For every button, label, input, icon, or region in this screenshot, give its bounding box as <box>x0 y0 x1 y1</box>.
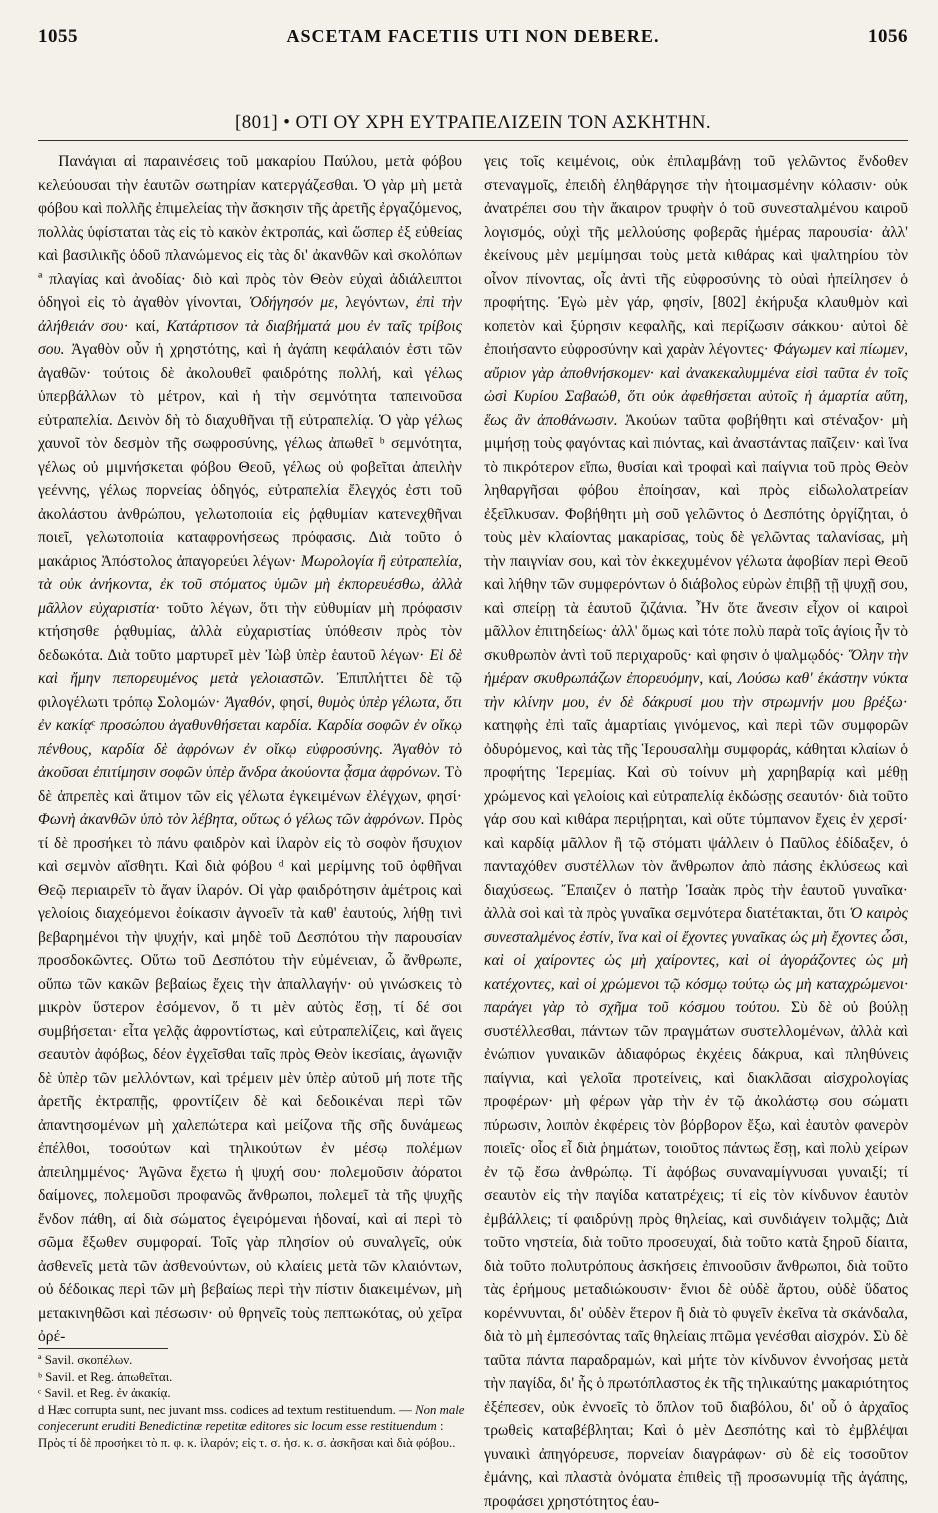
running-head <box>38 26 908 60</box>
left-paragraph: Πανάγιαι αἱ παραινέσεις τοῦ μακαρίου Παύλου, μετὰ φόβου κελεύουσαι τὴν ἑαυτῶν σωτηρίαν κατεργάζεσθαι. Ὁ γὰρ μὴ μετὰ φόβου καὶ πολλῆς ἐπιμελείας τὴν ἄσκησιν τῆς ἀρετῆς ἐργαζόμενος, πολλὰς ὑφίσταται τὰς εἰς τὸ κακὸν ἐκτροπάς, καὶ ὥσπερ ἐξ εὐθείας καὶ βασιλικῆς ὁδοῦ πλανώμενος εἰς τὰς δι' ἀκανθῶν καὶ σκολόπων ª πλαγίας καὶ ἀνοδίας· διὸ καὶ πρὸς τὸν Θεὸν εὐχαὶ ἀδιάλειπτοι ὁδηγοὶ εἰς τὸ ἀγαθὸν γίνονται, Ὁδήγησόν με, λεγόντων, ἐπὶ τὴν ἀλήθειάν σου· καί, Κατάρτισον τὰ διαβήματά μου ἐν ταῖς τρίβοις σου. Ἀγαθὸν οὖν ἡ χρηστότης, καὶ ἡ ἀγάπη κεφάλαιόν ἐστι τῶν ἀγαθῶν· τούτοις δὲ ἀκολουθεῖ φαιδρότης πολλή, καὶ γέλως ὑπερβάλλων τὸ μέτρον, καὶ ἡ τὴν σεμνότητα ταπεινοῦσα εὐτραπελία. Δεινὸν δὴ τὸ διαχυθῆναι τῇ εὐτραπελίᾳ. Ὁ γὰρ γέλως χαυνοῖ τὸν δεσμὸν τῆς σωφροσύνης, γέλως ἀπωθεῖ ᵇ σεμνότητα, γέλως οὐ μιμνήσκεται φόβου Θεοῦ, γέλως οὐ φοβεῖται ἀπειλὴν γεέννης, γέλως πορνείας ὁδηγός, εὐτραπελία ἔλεγχός ἐστι τοῦ ἀκολάστου ἀνθρώπου, γελωτοποιία εἰς ῥᾳθυμίαν κατενεχθῆναι ποιεῖ, γελωτοποιία καταφρονήσεως πρόφασις. Διὰ τοῦτο ὁ μακάριος Ἀπόστολος ἀπαγορεύει λέγων· Μωρολογία ἢ εὐτραπελία, τὰ οὐκ ἀνήκοντα, ἐκ τοῦ στόματος ὑμῶν μὴ ἐκπορευέσθω, ἀλλὰ μᾶλλον εὐχαριστία· τοῦτο λέγων, ὅτι τὴν εὐθυμίαν μὴ πρόφασιν κτήσησθε ῥᾳθυμίας, ἀλλὰ εὐχαριστίας ὑπόθεσιν πρὸς τὸν δεδωκότα. Διὰ τοῦτο μαρτυρεῖ μὲν Ἰὼβ ὑπὲρ ἑαυτοῦ λέγων· Εἰ δὲ καὶ ἤμην πεπορευμένος μετὰ γελοιαστῶν. Ἐπιπλήττει δὲ τῷ φιλογέλωτι τρόπῳ Σολομών· Ἀγαθόν, φησί, θυμὸς ὑπὲρ γέλωτα, ὅτι ἐν κακίᾳᶜ προσώπου ἀγαθυνθήσεται καρδία. Καρδία σοφῶν ἐν οἴκῳ πένθους, καρδία δὲ ἀφρόνων ἐν οἴκῳ εὐφροσύνης. Ἀγαθὸν τὸ ἀκοῦσαι ἐπιτίμησιν σοφῶν ὑπὲρ ἄνδρα ἀκούοντα ᾆσμα ἀφρόνων. Τὸ δὲ ἀπρεπὲς καὶ ἄτιμον τῶν εἰς γέλωτα ἐγκειμένων ἐλέγχων, φησί· Φωνὴ ἀκανθῶν ὑπὸ τὸν λέβητα, οὕτως ὁ γέλως τῶν ἀφρόνων. Πρὸς τί δὲ προσήκει τὸ πάνυ φαιδρὸν καὶ ἱλαρὸν εἰς τὸ σοφὸν ἥσυχιον καὶ σεμνὸν αἴσθητι. Καὶ διὰ φόβου ᵈ καὶ μερίμνης τοῦ ὀφθῆναι Θεῷ περιαιρεῖν τὸ ἄγαν ἱλαρόν. Οἱ γὰρ φαιδρότησιν ἀμέτροις καὶ γελοίοις διαχεόμενοι ἐοίκασιν ἀγνοεῖν τὰ καθ' ἑαυτούς, λήθῃ τινὶ βεβαρημένοι τὴν ψυχήν, καὶ μηδὲ τοῦ Δεσπότου τὴν παρουσίαν προσδοκῶντες. Οὕτω τοῦ Δεσπότου τὴν εὐμένειαν, ὦ ἄνθρωπε, οὕπω τῶν κακῶν βεβαίως ἔχεις τὴν ἀπαλλαγήν· οὐ γινώσκεις τὸ μικρὸν ὕστερον ἐσόμενον, ὅ τι μὲν αὐτὸς ἔσῃ, τί δέ σοι συμβήσεται· εἶτα γελᾷς ἀφροντίστως, καὶ εὐτραπελίζεις, καὶ ἄγεις σεαυτὸν ἀφόβως, δέον ἐγχεῖσθαι ταῖς πρὸς Θεὸν ἱκεσίαις, ἀγωνιᾷν δὲ ὑπὲρ τῶν μελλόντων, καὶ τρέμειν μὲν ὑπὲρ αὐτοῦ μή ποτε τῆς ἀρετῆς ἐκτραπῇς, φροντίζειν δὲ καὶ δεδοικέναι περὶ τῶν ἀπαντησομένων μὴ χαλεπώτερα καὶ μείζονα τῆς σῆς δυνάμεως ἐπέλθοι, τοσούτων καὶ τηλικούτων ἐν μέσῳ πολέμων ἀπειλημμένος· Ἀγῶνα ἔχετω ἡ ψυχή σου· πολεμοῦσιν ἀόρατοι δαίμονες, πολεμοῦσι προφανῶς ἄνθρωποι, πολεμεῖ τὰ τῆς ψυχῆς ἔνδον πάθη, αἱ διὰ σώματος ἐγειρόμεναι ἡδοναί, καὶ αἱ περὶ τὸ σῶμα ἔξωθεν συμφοραί. Τοῖς γὰρ πλησίον οὐ συναλγεῖς, οὐκ ἀσθενεῖς μετὰ τῶν ἀσθενούντων, οὐ κλαίεις μετὰ τῶν κλαιόντων, οὐ δέδοικας περὶ τῶν μὴ βεβαίως περὶ τὴν πίστιν διακειμένων, μὴ μετακινηθῶσι καὶ πέσωσιν· οὐ θρηνεῖς τοὺς πεπτωκότας, οὐ χεῖρα ὀρέ- <box>38 153 463 1345</box>
right-page-number: 1056 <box>868 26 908 47</box>
heading-rule <box>38 140 908 141</box>
left-column <box>38 150 462 1513</box>
footnotes <box>38 1348 466 1451</box>
footnote-a: ª Savil. σκοπέλων. <box>38 1353 133 1367</box>
footnote-rule <box>38 1348 168 1349</box>
footnote-c: ᶜ Savil. et Reg. ἐν ἀκακίᾳ. <box>38 1386 171 1400</box>
running-title: ASCETAM FACETIIS UTI NON DEBERE. <box>286 26 660 46</box>
right-paragraph: γεις τοῖς κειμένοις, οὐκ ἐπιλαμβάνῃ τοῦ γελῶντος ἔνδοθεν στεναγμοῖς, ἐπειδὴ ἐληθάργησε τὴν ἡτοιμασμένην κόλασιν· οὐκ ἀνατρέπει σου τὴν ἄκαιρον τρυφὴν ὁ τοῦ συνεσταλμένου καιροῦ λογισμός, οὐχὶ τῆς μελλούσης φοβερᾶς ἡμέρας παρουσία· ἀλλ' ἐκείνους μὲν μεμίμησαι τοὺς μετὰ κιθάρας καὶ ψαλτηρίου τὸν οἶνον πίνοντας, οἷς ἀντὶ τῆς εὐφροσύνης τὸ οὐαὶ ἠπείλησεν ὁ προφήτης. Ἐγὼ μὲν γάρ, φησίν, [802] ἐκήρυξα κλαυθμὸν καὶ κοπετὸν καὶ ξύρησιν κεφαλῆς, καὶ περίζωσιν σάκκου· αὐτοὶ δὲ ἐποιήσαντο εὐφροσύνην καὶ χαρὰν λέγοντες· Φάγωμεν καὶ πίωμεν, αὔριον γὰρ ἀποθνήσκομεν· καὶ ἀνακεκαλυμμένα εἰσὶ ταῦτα ἐν τοῖς ὠσὶ Κυρίου Σαβαώθ, ὅτι οὐκ ἀφεθήσεται αὐτοῖς ἡ ἁμαρτία αὕτη, ἕως ἂν ἀποθάνωσιν. Ἀκούων ταῦτα φοβήθητι καὶ στέναξον· μὴ μιμήσῃ τοὺς φαγόντας καὶ πιόντας, καὶ ἀναστάντας παῖζειν· καὶ ἵνα τὸ πικρότερον εἴπω, θυσίαι καὶ τροφαὶ καὶ παίγνια τοῦ πρὸς Θεὸν ληθαργῆσαι φόβου ἐποίησαν, καὶ πρὸς εἰδωλολατρείαν ἐξεῖλκυσαν. Φοβήθητι μὴ σοῦ γελῶντος ὁ Δεσπότης ὀργίζηται, ὁ τοὺς μὲν κλαίοντας μακαρίσας, τοὺς δὲ γελῶντας ταλανίσας, μὴ τὴν παιγνίαν σου, καὶ τὸν ἐκκεχυμένον γέλωτα ἀφοβίαν περὶ Θεοῦ καὶ λήθην τῶν συμφερόντων ὁ διάβολος εὑρὼν ἐπιβῇ τῇ ψυχῇ σου, καὶ σπείρῃ τὰ ἑαυτοῦ ζιζάνια. Ἦν ὅτε ἄνεσιν εἶχον οἱ καιροὶ μᾶλλον ἐπιτηδείως· ἀλλ' ὅμως καὶ τότε πολὺ παρὰ τοῖς ἁγίοις ἦν τὸ σκυθρωπὸν ἀντὶ τοῦ περιχαροῦς· καὶ φησιν ὁ ψαλμῳδός· Ὅλην τὴν ἡμέραν σκυθρωπάζων ἐπορευόμην, καί, Λούσω καθ' ἑκάστην νύκτα τὴν κλίνην μου, ἐν δὲ δάκρυσί μου τὴν στρωμνήν μου βρέξω· κατηφὴς ἐπὶ ταῖς ἁμαρτίαις γινόμενος, καὶ περὶ τῶν συμφορῶν ὀδυρόμενος, καὶ τὰς τῆς Ἱερουσαλὴμ συμφοράς, κάθηται κλαίων ὁ προφήτης Ἱερεμίας. Καὶ σὺ τοίνυν μὴ χαρηβαρίᾳ καὶ μέθῃ χρώμενος καὶ γελοίοις καὶ εὐτραπελίᾳ ἐκδώσῃς σεαυτόν· διὰ τοῦτο γάρ σου καὶ κιθάρα περιῄρηται, καὶ οὔτε τύμπανον ἔχεις ἐν χερσί· καὶ καρδίᾳ μᾶλλον ἢ τῷ στόματι ψάλλειν ὁ Παῦλος ἐδίδαξεν, ὁ πανταχόθεν συστέλλων τὸν ἄνθρωπον ἀπὸ πάσης ἐκλύσεως καὶ διαχύσεως. Ἔπαιζεν ὁ πατὴρ Ἰσαὰκ πρὸς τὴν ἑαυτοῦ γυναῖκα· ἀλλὰ σοὶ καὶ τὰ πρὸς γυναῖκα σεμνότερα διατέτακται, ὅτι Ὁ καιρὸς συνεσταλμένος ἐστίν, ἵνα καὶ οἱ ἔχοντες γυναῖκας ὡς μὴ ἔχοντες ὦσι, καὶ οἱ χαίροντες ὡς μὴ χαίροντες, καὶ οἱ ἀγοράζοντες ὡς μὴ κατέχοντες, καὶ οἱ χρώμενοι τῷ κόσμῳ τούτῳ ὡς μὴ καταχρώμενοι· παράγει γὰρ τὸ σχῆμα τοῦ κόσμου τούτου. Σὺ δὲ οὐ βούλῃ συστέλλεσθαι, πάντων τῶν πραγμάτων συστελλομένων, ἀλλὰ καὶ ἐνώπιον γυναικῶν ἀδιαφόρως ἐκχέεις δάκρυα, καὶ πληθύνεις παίγνια, καὶ γελοῖα προτείνεις, καὶ διακλᾶσαι αἰσχρολογίας προφέρων· μὴ φέρων γὰρ τὴν ἐν τῷ ἀκολάστῳ σου σώματι πύρωσιν, λοιπὸν ἐκφέρεις τὸν βόρβορον ἔξω, καὶ ἑαυτὸν φανερὸν ποιεῖς· οἷος εἶ διὰ ῥημάτων, τοιοῦτος πάντως ἔσῃ, καὶ πολὺ χείρων ἐν τῷ ἔσω ἀνθρώπῳ. Τί ἀφόβως συναναμίγνυσαι γυναιξί; τί σεαυτὸν εἰς τὴν παγίδα κατατρέχεις; τί εἰς τὸν κίνδυνον ἑαυτὸν ἐμβάλλεις; τί φαιδρύνῃ πρὸς θηλείας, καὶ συνδιάγειν τολμᾷς; Διὰ τοῦτο νηστεία, διὰ τοῦτο προσευχαί, διὰ τοῦτο κατὰ ξηροῦ δίαιτα, διὰ τοῦτο πολυτρόπους ἀσκήσεις ἐπινοοῦσιν ἄνθρωποι, διὰ τοῦτο τὰς ἐρήμους μεταδιώκουσιν· ἔνιοι δὲ οὐδὲ ἄρτου, οὐδὲ ὕδατος κορέννυνται, δι' οὐδὲν ἕτερον ἢ διὰ τὸ φυγεῖν ἐκεῖνα τὰ σκάνδαλα, διὰ τὸ μὴ ἐμπεσόντας ταῖς θηλείαις πτῶμα γενέσθαι αἰσχρόν. Σὺ δὲ ταῦτα πάντα παραδραμών, καὶ μήτε τὸν κίνδυνον ἐννοήσας μετὰ τὴν παγίδα, δι' ἧς ὁ πρωτόπλαστος ἐκ τῆς τηλικαύτης μακαριότητος ἐξέπεσεν, οὐκ ἐννοεῖς τὸ ὅπλον τοῦ διαβόλου, δι' οὗ ὁ ἀρχαῖος τρωθεὶς καταβέβληται; Καὶ ὁ μὲν Δεσπότης καὶ τὸ ἐμβλέψαι γυναικὶ ἀπηγόρευσε, πορνείαν διαγράφων· σὺ δὲ εἰς τοσοῦτον ἐμάνης, καὶ πλαστὰ ὀνόματα ἐπιθεὶς τῇ προσωνυμίᾳ τῆς ἀγάπης, προφάσει χρηστότητος ἑαυ- <box>484 153 908 1510</box>
section-heading: [801] • ΟΤΙ ΟΥ ΧΡΗ ΕΥΤΡΑΠΕΛΙΖΕΙΝ ΤΟΝ ΑΣΚΗΤΗΝ. <box>234 112 712 133</box>
left-page-number: 1055 <box>38 26 78 47</box>
right-column <box>484 150 908 1513</box>
footnote-d: d Hæc corrupta sunt, nec juvant mss. codices ad textum restituendum. — Non male conjecerunt eruditi Benedictinæ repetitæ editores sic locum esse restituendum : Πρὸς τί δὲ προσήκει τὸ π. φ. κ. ἱλαρόν; εἰς τ. σ. ἡσ. κ. σ. ἀσκῆσαι καὶ διὰ φόβου.. <box>38 1402 465 1450</box>
text-columns <box>38 150 908 1513</box>
footnote-b: ᵇ Savil. et Reg. ἀπωθεῖται. <box>38 1369 173 1384</box>
